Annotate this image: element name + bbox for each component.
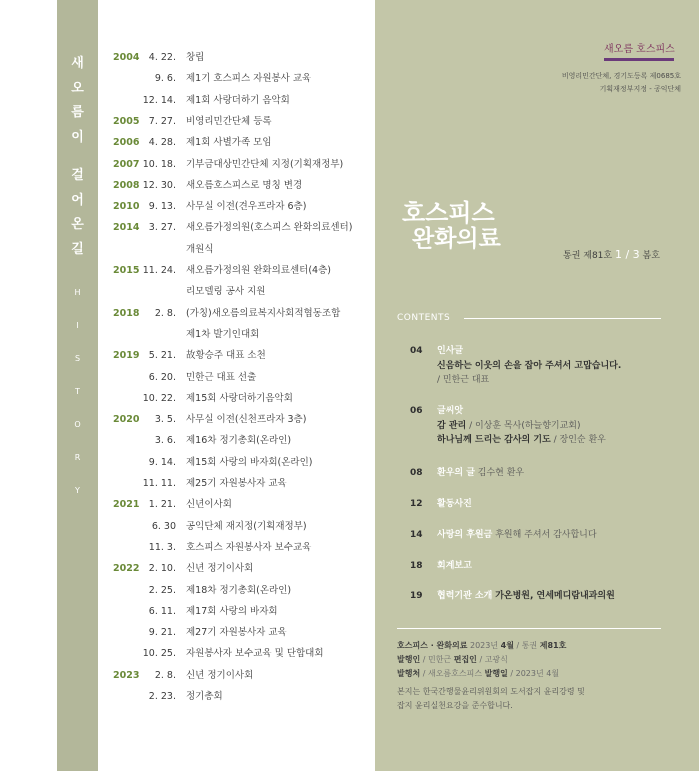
timeline-date: 7. 27. xyxy=(148,115,176,127)
issue-info xyxy=(563,248,660,261)
timeline-row xyxy=(98,154,375,176)
toc-page-number: 08 xyxy=(410,468,423,478)
timeline-event: 신년 정기이사회 xyxy=(186,669,254,681)
timeline-event: 제16차 정기총회(온라인) xyxy=(186,435,292,447)
timeline-event: 제25기 자원봉사자 교육 xyxy=(186,478,287,489)
logo-bar xyxy=(604,58,674,61)
timeline-row xyxy=(98,388,375,410)
toc-category: 인사글 xyxy=(437,346,464,356)
timeline-date: 12. 14. xyxy=(142,94,176,106)
toc-entry-line xyxy=(437,404,463,418)
timeline-date: 9. 21. xyxy=(148,627,176,639)
side-korean-char: 길 xyxy=(71,241,84,257)
side-korean-char: 어 xyxy=(71,192,84,208)
colophon-month: 4월 xyxy=(500,641,514,650)
toc-author: 김수현 환우 xyxy=(477,468,525,478)
timeline-event: 제15회 사랑더하기음악회 xyxy=(186,392,293,404)
issue-season: 봄호 xyxy=(642,251,660,261)
designation-line: 기획재정부지정 - 공익단체 xyxy=(599,85,681,93)
timeline-year: 2004 xyxy=(113,52,140,63)
timeline-date: 3. 27. xyxy=(148,222,176,234)
timeline-row xyxy=(98,409,375,431)
toc-entry-line xyxy=(437,589,615,603)
timeline-date: 2. 23. xyxy=(148,691,176,702)
timeline-row xyxy=(98,537,375,559)
timeline-row xyxy=(98,324,375,346)
side-english-char: R xyxy=(74,453,81,462)
timeline-row xyxy=(98,239,375,261)
timeline-event: 신년 정기이사회 xyxy=(186,563,254,575)
issue-date-label: 발행일 xyxy=(484,669,508,678)
timeline-row xyxy=(98,601,375,623)
timeline-date: 9. 6. xyxy=(154,73,176,85)
timeline-event: 호스피스 자원봉사자 보수교육 xyxy=(186,541,312,553)
colophon-line-1 xyxy=(397,639,585,653)
timeline-date: 2. 25. xyxy=(148,584,176,596)
timeline-event: 사무실 이전(신천프라자 3층) xyxy=(186,414,307,426)
timeline-year: 2014 xyxy=(113,222,140,234)
timeline-event: 새오름가정의원(호스피스 완화의료센터) xyxy=(186,222,353,234)
publisher-label: 발행인 xyxy=(397,655,421,664)
timeline-year: 2006 xyxy=(113,137,140,149)
title-line-1: 호스피스 xyxy=(402,199,495,227)
colophon-line-2 xyxy=(397,653,585,667)
timeline-date: 1. 21. xyxy=(148,499,176,511)
toc-entry-line xyxy=(437,419,581,433)
timeline-date: 10. 18. xyxy=(142,158,176,170)
timeline-event: 제15회 사랑의 바자회(온라인) xyxy=(186,456,313,468)
title-line-2: 완화의료 xyxy=(412,226,501,252)
timeline-date: 11. 24. xyxy=(142,265,176,276)
toc-title: 가온병원, 연세메디람내과의원 xyxy=(495,591,615,601)
issue-fraction: 1 / 3 xyxy=(614,248,640,261)
toc-title: 신음하는 이웃의 손을 잡아 주셔서 고맙습니다. xyxy=(437,360,622,371)
timeline-date: 10. 25. xyxy=(142,648,176,660)
ethics-note xyxy=(397,685,585,713)
timeline-date: 3. 5. xyxy=(154,414,176,426)
timeline-year: 2008 xyxy=(113,179,140,191)
toc-page-number: 04 xyxy=(410,346,423,356)
timeline-date: 2. 8. xyxy=(154,669,176,681)
timeline-row xyxy=(98,111,375,133)
ethics-note-line-1: 본지는 한국간행물윤리위원회의 도서잡지 윤리강령 및 xyxy=(397,687,585,696)
side-english-char: Y xyxy=(75,486,80,495)
timeline-year: 2015 xyxy=(113,265,140,276)
toc-author: / 민한근 대표 xyxy=(437,375,490,385)
toc-author: / 이상훈 목사(하늘향기교회) xyxy=(469,420,581,431)
registration-info xyxy=(562,70,681,96)
colophon-volume-label: / 통권 xyxy=(516,641,538,650)
timeline-row xyxy=(98,516,375,538)
timeline-event: 제1차 발기인대회 xyxy=(186,328,260,340)
timeline-event: 창립 xyxy=(186,52,205,63)
timeline-date: 3. 6. xyxy=(154,435,176,447)
timeline-row xyxy=(98,643,375,665)
timeline-row xyxy=(98,281,375,303)
timeline-row xyxy=(98,217,375,239)
side-gap xyxy=(57,262,98,276)
toc-page-number: 06 xyxy=(410,406,423,416)
history-vertical-title xyxy=(57,52,98,507)
timeline-date: 2. 10. xyxy=(148,563,176,575)
toc-title: 하나님께 드리는 감사의 기도 xyxy=(437,435,551,445)
timeline-year: 2019 xyxy=(113,350,140,362)
timeline-year: 2022 xyxy=(113,563,140,575)
timeline-event: 새오름호스피스로 명칭 변경 xyxy=(186,179,303,191)
toc-page-number: 19 xyxy=(410,591,423,601)
colophon-divider xyxy=(397,628,661,629)
timeline-row xyxy=(98,196,375,218)
timeline-year: 2005 xyxy=(113,115,140,127)
timeline-row xyxy=(98,367,375,389)
toc-entry-line xyxy=(437,373,489,387)
timeline-event: 故황승주 대표 소천 xyxy=(186,350,266,362)
side-english-char: H xyxy=(74,288,81,297)
toc-category: 글씨앗 xyxy=(437,406,464,416)
timeline-year: 2021 xyxy=(113,499,140,511)
timeline-row xyxy=(98,473,375,495)
timeline-row xyxy=(98,132,375,154)
contents-label: CONTENTS xyxy=(397,313,451,323)
toc-category: 협력기관 소개 xyxy=(437,591,493,601)
toc-entry-line xyxy=(437,433,606,447)
timeline-event: 기부금대상민간단체 지정(기획재정부) xyxy=(186,158,344,170)
colophon-volume: 제81호 xyxy=(539,641,567,650)
side-gap xyxy=(57,150,98,164)
timeline-row xyxy=(98,68,375,90)
timeline-year: 2020 xyxy=(113,414,140,426)
toc-category: 활동사진 xyxy=(437,499,472,509)
side-english-char: S xyxy=(74,354,81,363)
timeline-date: 6. 20. xyxy=(148,371,176,383)
timeline-event: 정기총회 xyxy=(186,691,223,702)
colophon-magazine: 호스피스 · 완화의료 xyxy=(397,641,468,650)
toc-page-number: 14 xyxy=(410,530,423,540)
timeline-row xyxy=(98,175,375,197)
timeline-event: 비영리민간단체 등록 xyxy=(186,115,272,127)
timeline-date: 12. 30. xyxy=(142,179,176,191)
timeline-year: 2023 xyxy=(113,669,140,681)
publisher-name: / 민한근 xyxy=(422,655,452,664)
timeline-event: 제18차 정기총회(온라인) xyxy=(186,584,292,596)
toc-author: 후원해 주셔서 감사합니다 xyxy=(495,530,597,540)
colophon xyxy=(397,639,585,713)
timeline-row xyxy=(98,665,375,687)
toc-page-number: 12 xyxy=(410,499,423,509)
timeline-year: 2018 xyxy=(113,307,140,319)
editor-name: / 고광식 xyxy=(479,655,508,664)
toc-entry-line xyxy=(437,466,524,480)
side-english-char: T xyxy=(75,387,80,396)
timeline-date: 4. 22. xyxy=(148,52,176,63)
timeline-event: 제1회 사랑더하기 음악회 xyxy=(186,94,290,106)
issue-number: 통권 제81호 xyxy=(563,251,613,261)
timeline-date: 11. 11. xyxy=(142,478,176,489)
registration-line: 비영리민간단체, 경기도등록 제0685호 xyxy=(561,72,681,80)
timeline-event: 민한근 대표 선출 xyxy=(186,371,257,383)
contents-divider xyxy=(464,318,661,319)
timeline-row xyxy=(98,345,375,367)
side-korean-char: 새 xyxy=(71,56,84,71)
timeline-row xyxy=(98,558,375,580)
timeline-date: 9. 13. xyxy=(148,201,176,213)
saeoreum-logo xyxy=(604,36,674,66)
timeline-row xyxy=(98,622,375,644)
toc-category: 사랑의 후원금 xyxy=(437,530,493,540)
timeline-event: 공익단체 재지정(기획재정부) xyxy=(186,520,307,532)
issue-date: / 2023년 4월 xyxy=(510,669,560,678)
logo-text: 새오름 호스피스 xyxy=(604,44,675,55)
timeline-date: 5. 21. xyxy=(148,350,176,362)
side-korean-char: 걸 xyxy=(71,168,84,183)
side-korean-char: 온 xyxy=(71,217,84,232)
side-korean-char: 름 xyxy=(71,105,84,120)
timeline-date: 6. 11. xyxy=(148,605,176,617)
timeline-event: (가칭)새오름의료복지사회적협동조합 xyxy=(186,307,341,319)
toc-category: 회계보고 xyxy=(437,561,472,571)
colophon-year: 2023년 xyxy=(469,641,499,650)
editor-label: 편집인 xyxy=(453,655,477,664)
toc-title: 감 관리 xyxy=(437,420,467,431)
toc-category: 환우의 글 xyxy=(437,468,475,478)
timeline-year: 2007 xyxy=(113,158,140,170)
timeline-date: 4. 28. xyxy=(148,137,176,149)
timeline-event: 제1회 사별가족 모임 xyxy=(186,137,272,149)
toc-entry-line xyxy=(437,359,621,373)
side-korean-char: 오 xyxy=(71,80,84,96)
colophon-line-3 xyxy=(397,667,585,681)
timeline-date: 2. 8. xyxy=(154,307,176,319)
cover-panel xyxy=(375,0,699,771)
side-english-char: I xyxy=(76,321,79,330)
timeline-date: 6. 30 xyxy=(151,520,176,532)
timeline-date: 11. 3. xyxy=(148,541,176,553)
timeline-row xyxy=(98,260,375,282)
toc-entry-line xyxy=(437,344,463,358)
timeline-date: 10. 22. xyxy=(142,392,176,404)
magazine-title xyxy=(402,200,501,252)
timeline-year: 2010 xyxy=(113,201,140,213)
timeline-event: 자원봉사자 보수교육 및 단합대회 xyxy=(186,648,324,660)
timeline-row xyxy=(98,303,375,325)
timeline-event: 제27기 자원봉사자 교육 xyxy=(186,627,287,639)
timeline-row xyxy=(98,90,375,112)
issuer-label: 발행처 xyxy=(397,669,421,678)
timeline-date: 9. 14. xyxy=(148,456,176,468)
ethics-note-line-2: 잡지 윤리실천요강을 준수합니다. xyxy=(397,701,513,710)
toc-author: / 장인순 환우 xyxy=(553,435,606,445)
timeline-event: 사무실 이전(견우프라자 6층) xyxy=(186,201,307,213)
toc-entry-line xyxy=(437,497,472,511)
timeline-row xyxy=(98,430,375,452)
timeline-row xyxy=(98,686,375,708)
history-timeline xyxy=(98,0,375,771)
issuer-name: / 새오름호스피스 xyxy=(422,669,483,678)
toc-page-number: 18 xyxy=(410,561,423,571)
timeline-row xyxy=(98,494,375,516)
timeline-event: 제1기 호스피스 자원봉사 교육 xyxy=(186,73,312,85)
timeline-event: 신년이사회 xyxy=(186,499,232,511)
toc-entry-line xyxy=(437,528,597,542)
left-margin xyxy=(0,0,57,771)
side-english-char: O xyxy=(74,420,81,429)
timeline-row xyxy=(98,452,375,474)
timeline-event: 새오름가정의원 완화의료센터(4층) xyxy=(186,265,331,276)
timeline-row xyxy=(98,580,375,602)
toc-entry-line xyxy=(437,559,472,573)
timeline-event: 개원식 xyxy=(186,243,214,255)
side-korean-char: 이 xyxy=(71,129,84,145)
timeline-event: 리모델링 공사 지원 xyxy=(186,286,266,298)
timeline-row xyxy=(98,47,375,69)
timeline-event: 제17회 사랑의 바자회 xyxy=(186,605,278,617)
